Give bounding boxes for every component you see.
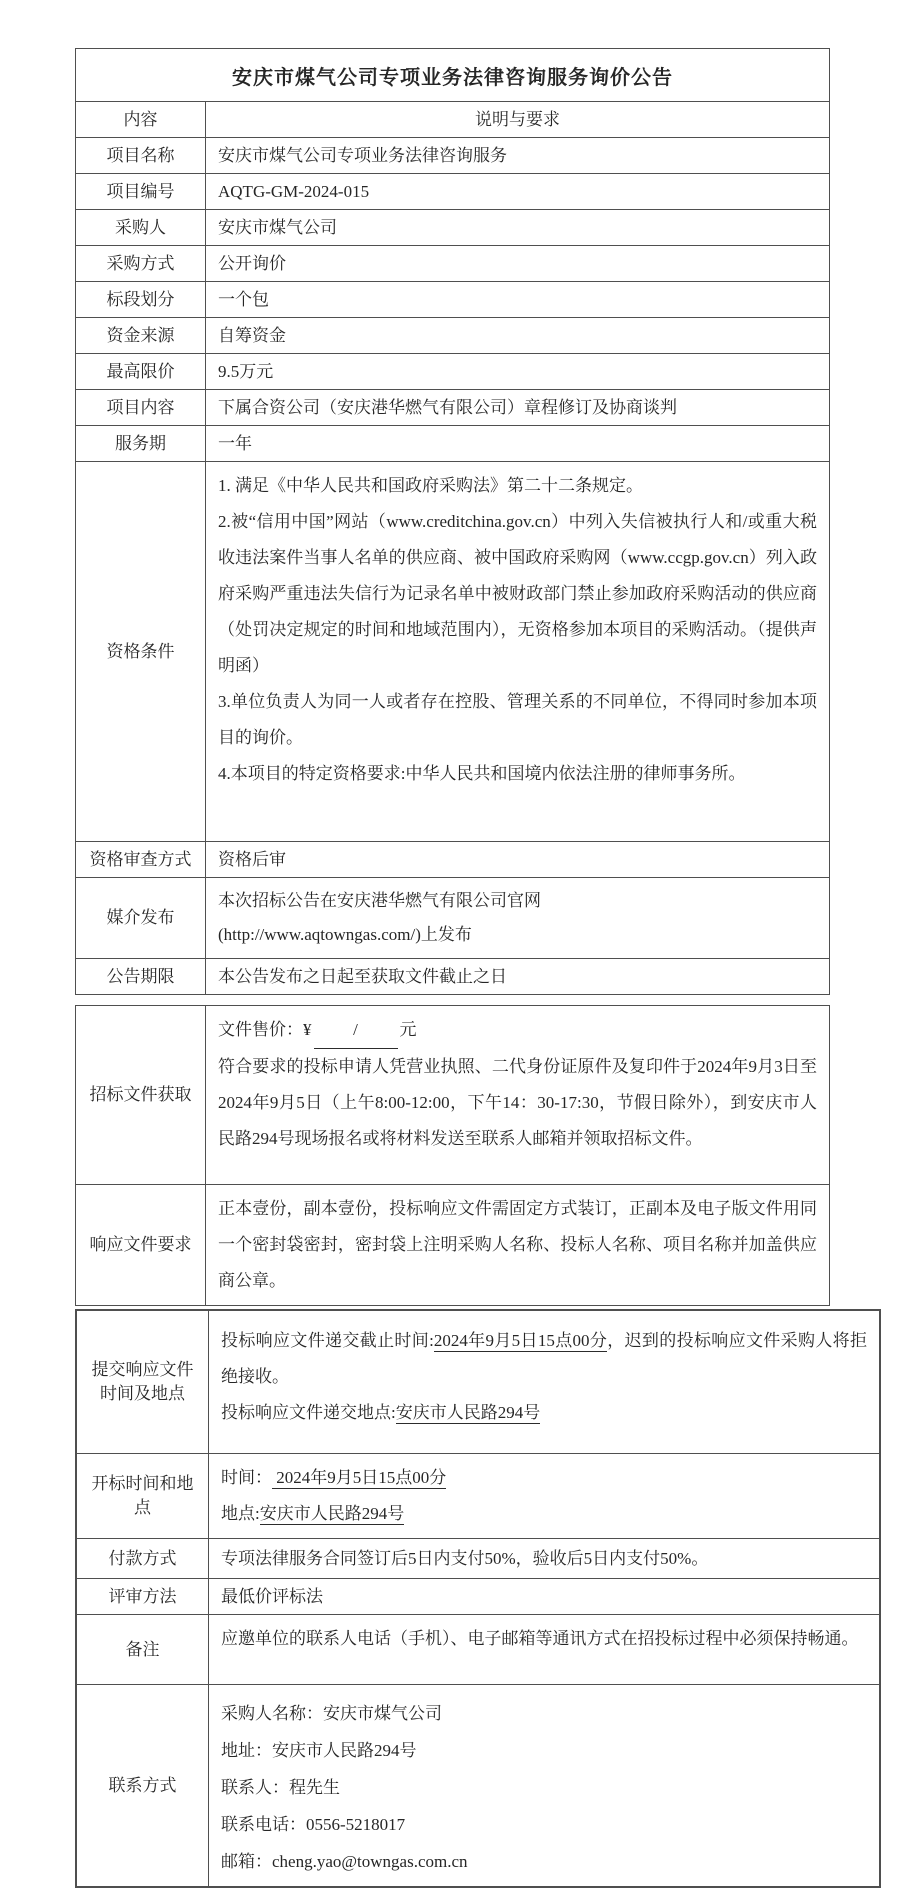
qualification-text <box>206 462 829 841</box>
page-title: 安庆市煤气公司专项业务法律咨询服务询价公告 <box>232 66 673 89</box>
announcement-main-table <box>75 48 830 995</box>
title-row <box>76 49 829 101</box>
table-row-submission <box>77 1311 879 1453</box>
deadline-value: 2024年9月5日15点00分 <box>433 1331 608 1350</box>
table-row-evaluation-method <box>77 1578 879 1614</box>
row-label: 标段划分 <box>76 282 206 317</box>
row-label: 响应文件要求 <box>76 1185 206 1305</box>
contact-purchaser-name: 采购人名称：安庆市煤气公司 <box>221 1704 442 1723</box>
opening-time-prefix: 时间： <box>221 1468 272 1487</box>
remark-text <box>209 1615 879 1684</box>
row-value: 本公告发布之日起至获取文件截止之日 <box>218 966 507 986</box>
table-row-funding-source <box>76 317 829 353</box>
row-label: 联系方式 <box>77 1685 209 1886</box>
row-value: 下属合资公司（安庆港华燃气有限公司）章程修订及协商谈判 <box>218 397 677 417</box>
row-label: 采购人 <box>76 210 206 245</box>
doc-price-prefix: 文件售价：¥ <box>218 1020 312 1039</box>
row-value: AQTG-GM-2024-015 <box>218 181 370 201</box>
row-label: 开标时间和地点 <box>77 1454 209 1538</box>
row-label: 招标文件获取 <box>76 1006 206 1184</box>
table-row-service-period <box>76 425 829 461</box>
row-value: 安庆市煤气公司 <box>218 217 337 237</box>
table-row-project-content <box>76 389 829 425</box>
doc-price-line <box>218 1012 817 1049</box>
table-row-project-number <box>76 173 829 209</box>
row-label: 媒介发布 <box>76 878 206 958</box>
header-requirements-col: 说明与要求 <box>475 109 560 129</box>
remark-paragraph: 应邀单位的联系人电话（手机）、电子邮箱等通讯方式在招投标过程中必须保持畅通。 <box>221 1629 859 1648</box>
contact-email: 邮箱：cheng.yao@towngas.com.cn <box>221 1852 468 1871</box>
opening-place-value: 安庆市人民路294号 <box>259 1504 405 1523</box>
row-label: 项目内容 <box>76 390 206 425</box>
contact-text <box>209 1685 879 1886</box>
media-line-2: (http://www.aqtowngas.com/)上发布 <box>218 925 472 944</box>
row-value: 9.5万元 <box>218 361 274 381</box>
table-row-response-requirements <box>76 1184 829 1305</box>
response-requirements-text <box>206 1185 829 1305</box>
row-label: 资格条件 <box>76 462 206 841</box>
opening-time-value: 2024年9月5日15点00分 <box>272 1468 447 1487</box>
submission-place-value: 安庆市人民路294号 <box>395 1403 541 1422</box>
row-value: 安庆市煤气公司专项业务法律咨询服务 <box>218 145 507 165</box>
doc-obtain-paragraph: 符合要求的投标申请人凭营业执照、二代身份证原件及复印件于2024年9月3日至2024年9月5日（上午8:00-12:00，下午14：30-17:30，节假日除外），到安庆市人民路294号现场报名或将材料发送至联系人邮箱并领取招标文件。 <box>218 1057 817 1148</box>
row-label: 评审方法 <box>77 1579 209 1614</box>
table-row-payment-method <box>77 1538 879 1578</box>
contact-address: 地址：安庆市人民路294号 <box>221 1741 417 1760</box>
table-row-bid-doc-obtain <box>76 1006 829 1184</box>
row-value: 专项法律服务合同签订后5日内支付50%，验收后5日内支付50%。 <box>221 1548 709 1568</box>
qualification-item-4: 4.本项目的特定资格要求:中华人民共和国境内依法注册的律师事务所。 <box>218 764 746 783</box>
table-row-price-ceiling <box>76 353 829 389</box>
table-row-lot-division <box>76 281 829 317</box>
deadline-prefix: 投标响应文件递交截止时间: <box>221 1331 434 1350</box>
row-value: 一年 <box>218 433 252 453</box>
row-label: 付款方式 <box>77 1539 209 1578</box>
contact-person: 联系人：程先生 <box>221 1778 340 1797</box>
row-value: 一个包 <box>218 289 269 309</box>
table-row-media-publication <box>76 877 829 958</box>
row-label: 资金来源 <box>76 318 206 353</box>
submission-text <box>209 1311 879 1453</box>
table-row-purchaser <box>76 209 829 245</box>
bid-doc-obtain-text <box>206 1006 829 1184</box>
submission-place-prefix: 投标响应文件递交地点: <box>221 1403 396 1422</box>
opening-place-line <box>221 1496 867 1532</box>
row-value: 自筹资金 <box>218 325 286 345</box>
doc-price-suffix: 元 <box>399 1020 417 1039</box>
submission-place-line <box>221 1395 867 1431</box>
schedule-and-contact-table <box>75 1309 881 1888</box>
opening-time-line <box>221 1460 867 1496</box>
row-label: 项目编号 <box>76 174 206 209</box>
row-label: 提交响应文件时间及地点 <box>77 1311 209 1453</box>
deadline-suffix: ，迟到的投标响应文件采购人将拒绝接收。 <box>221 1331 868 1386</box>
table-row-procurement-method <box>76 245 829 281</box>
row-value: 资格后审 <box>218 849 286 869</box>
row-label: 公告期限 <box>76 959 206 994</box>
table-row-bid-opening <box>77 1453 879 1538</box>
row-label: 最高限价 <box>76 354 206 389</box>
opening-place-prefix: 地点: <box>221 1504 260 1523</box>
table-row-announcement-period <box>76 958 829 994</box>
document-obtaining-table <box>75 1005 830 1306</box>
table-row-qualification-review <box>76 841 829 877</box>
contact-phone: 联系电话：0556-5218017 <box>221 1815 406 1834</box>
qualification-item-3: 3.单位负责人为同一人或者存在控股、管理关系的不同单位，不得同时参加本项目的询价。 <box>218 692 817 747</box>
table-row-qualification <box>76 461 829 841</box>
table-row-remark <box>77 1614 879 1684</box>
media-publication-text <box>206 878 829 958</box>
row-value: 最低价评标法 <box>221 1586 323 1606</box>
row-label: 备注 <box>77 1615 209 1684</box>
table-row-contact <box>77 1684 879 1886</box>
table-header-row <box>76 101 829 137</box>
submission-deadline-line <box>221 1323 867 1395</box>
doc-price-blank: / <box>314 1012 398 1049</box>
qualification-item-2: 2.被“信用中国”网站（www.creditchina.gov.cn）中列入失信被执行人和/或重大税收违法案件当事人名单的供应商、被中国政府采购网（www.ccgp.gov.cn）列入政府采购严重违法失信行为记录名单中被财政部门禁止参加政府采购活动的供应商（处罚决定规定的时间和地域范围内），无资格参加本项目的采购活动。（提供声明函） <box>218 512 817 675</box>
bid-opening-text <box>209 1454 879 1538</box>
response-requirements-paragraph: 正本壹份，副本壹份，投标响应文件需固定方式装订，正副本及电子版文件用同一个密封袋密封，密封袋上注明采购人名称、投标人名称、项目名称并加盖供应商公章。 <box>218 1199 817 1290</box>
row-label: 资格审查方式 <box>76 842 206 877</box>
row-label: 服务期 <box>76 426 206 461</box>
row-label: 项目名称 <box>76 138 206 173</box>
qualification-item-1: 1. 满足《中华人民共和国政府采购法》第二十二条规定。 <box>218 476 643 495</box>
row-label: 采购方式 <box>76 246 206 281</box>
row-value: 公开询价 <box>218 253 286 273</box>
header-content-col: 内容 <box>76 102 206 137</box>
media-line-1: 本次招标公告在安庆港华燃气有限公司官网 <box>218 891 541 910</box>
table-row-project-name <box>76 137 829 173</box>
